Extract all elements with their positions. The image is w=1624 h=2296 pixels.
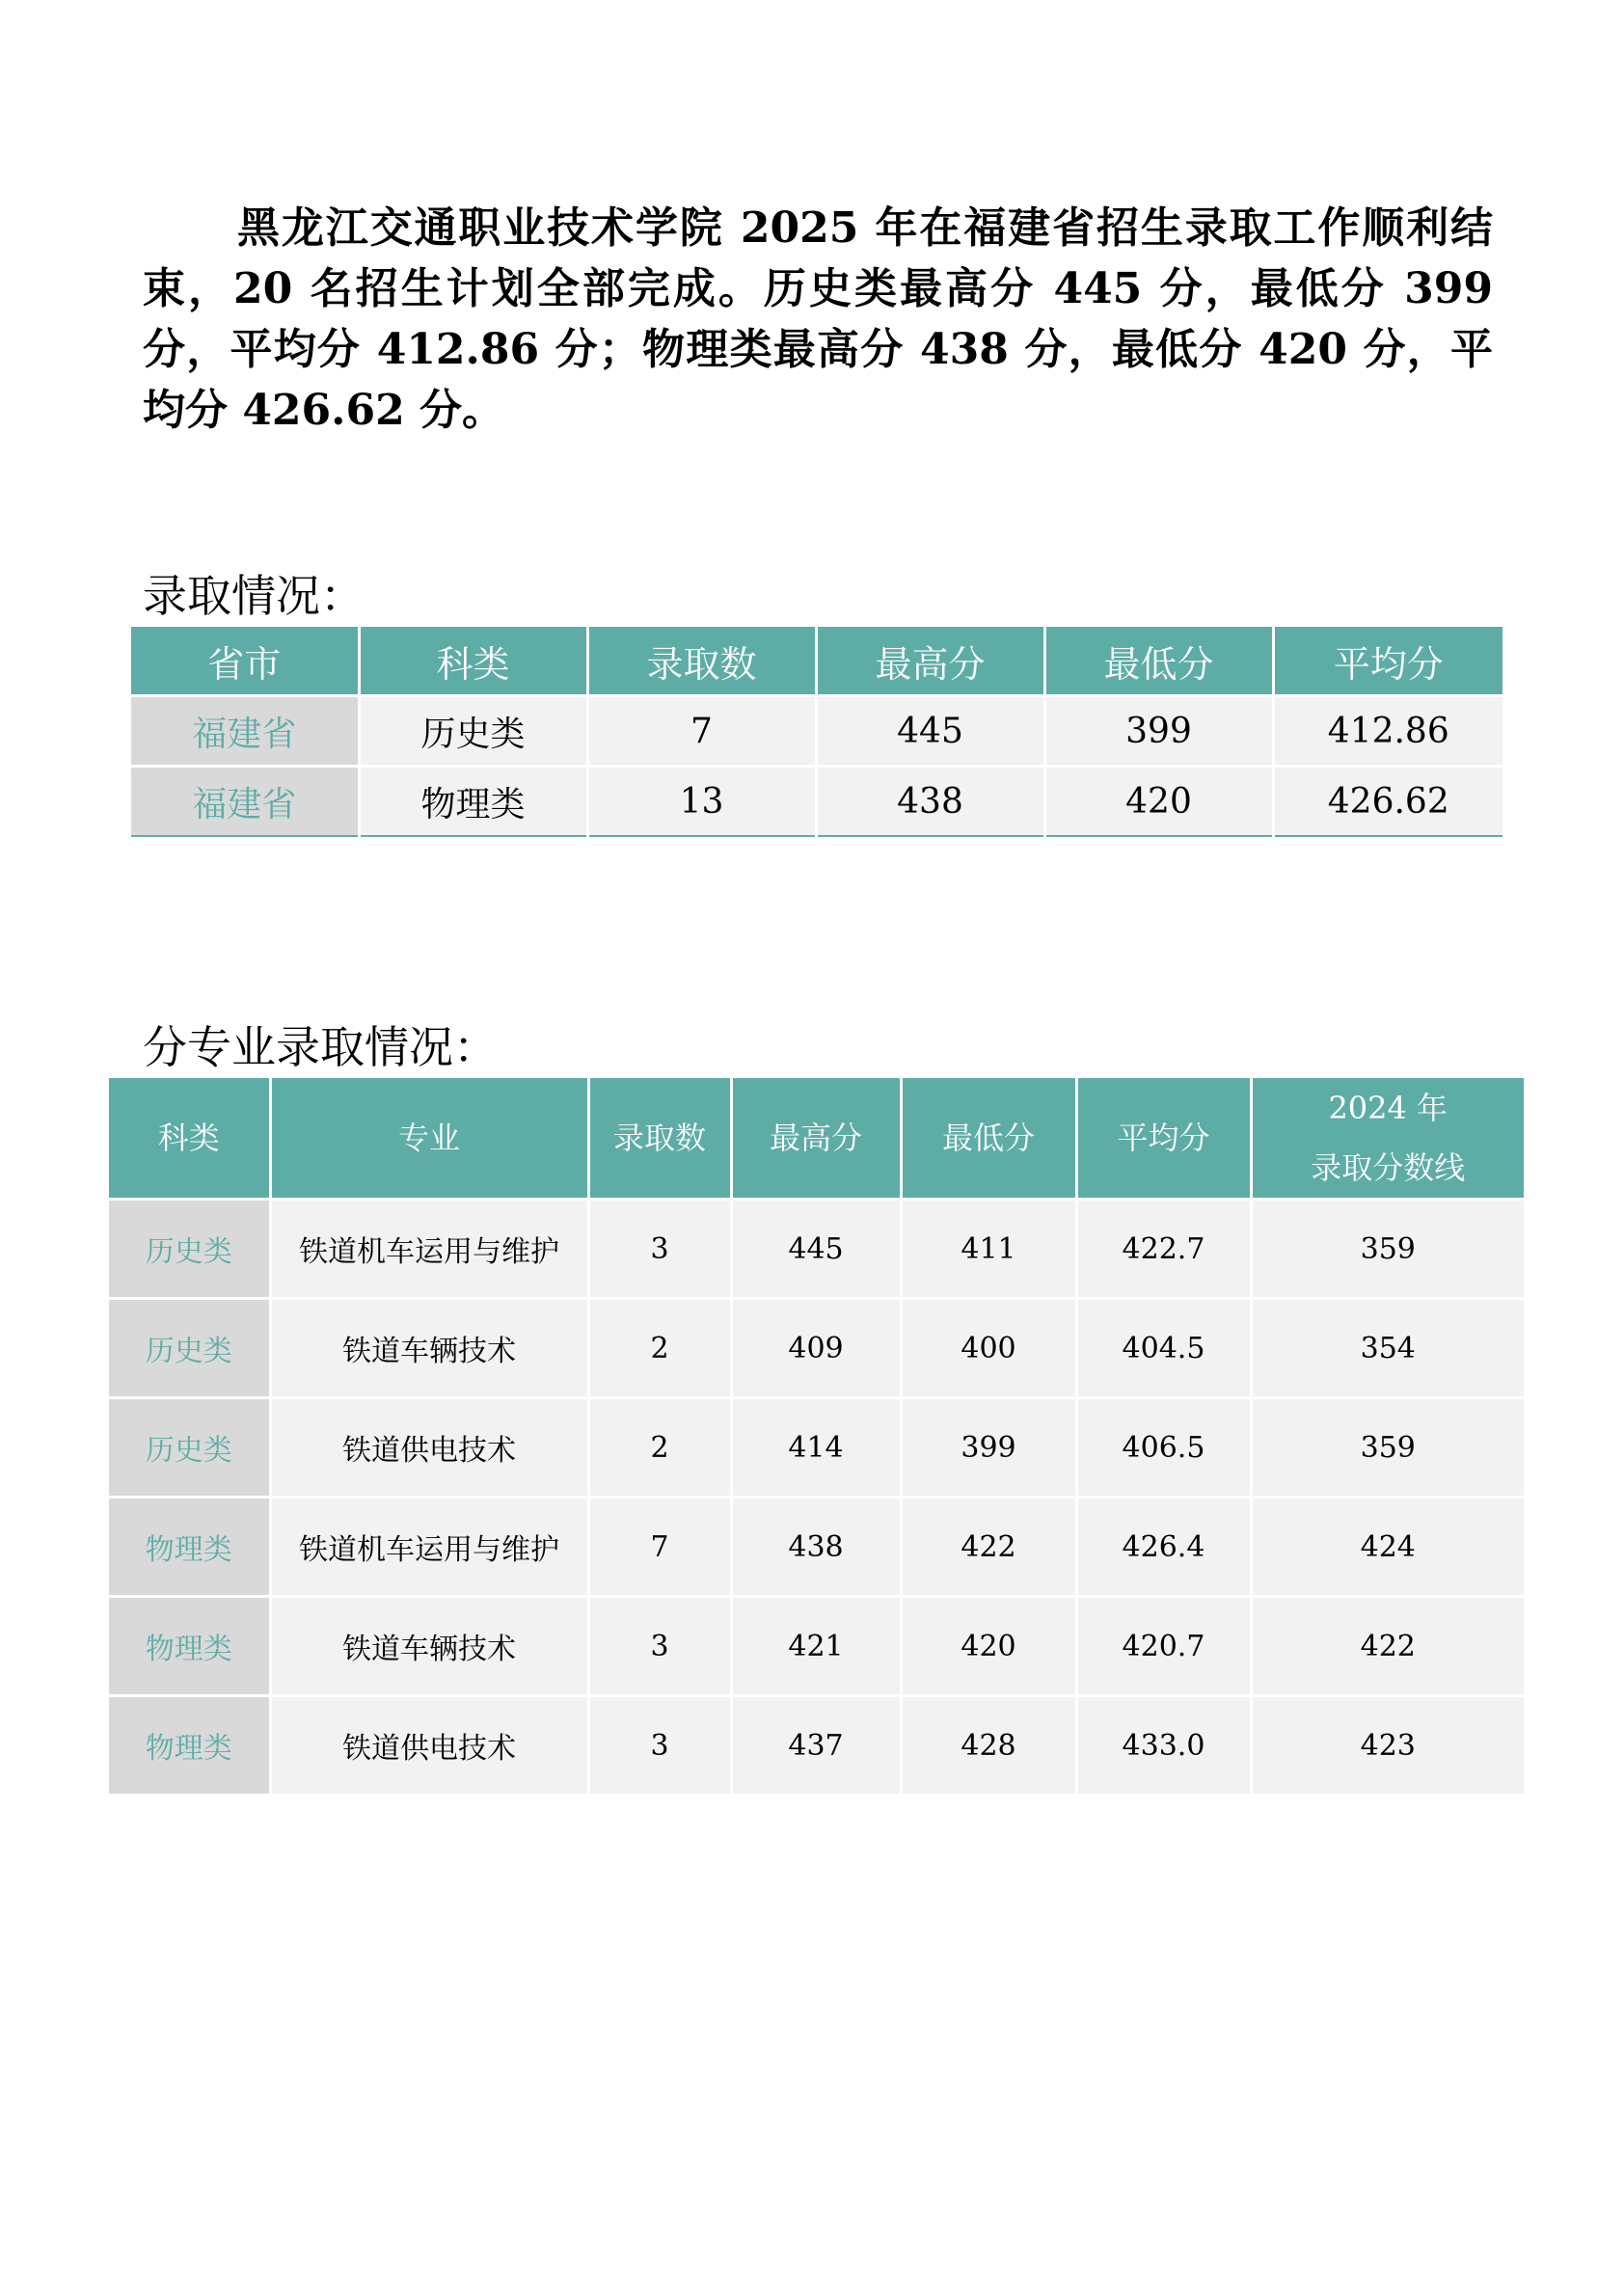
table-row	[109, 1299, 1524, 1398]
line-2024-cell: 423	[1251, 1696, 1524, 1795]
category-cell: 历史类	[109, 1398, 270, 1498]
summary-header-cell: 录取数	[587, 627, 816, 696]
table-row	[109, 1200, 1524, 1299]
summary-header-cell: 科类	[359, 627, 587, 696]
min-score-cell: 420	[1044, 767, 1273, 837]
majors-header-cell-2024-line	[1251, 1078, 1524, 1200]
major-cell: 铁道供电技术	[270, 1398, 588, 1498]
majors-header-cell: 科类	[109, 1078, 270, 1200]
summary-header-cell: 省市	[131, 627, 359, 696]
line-2024-cell: 422	[1251, 1597, 1524, 1696]
admitted-count-cell: 13	[587, 767, 816, 837]
line-2024-cell: 354	[1251, 1299, 1524, 1398]
majors-header-cell: 最高分	[731, 1078, 901, 1200]
admitted-count-cell: 2	[588, 1398, 731, 1498]
category-cell: 物理类	[109, 1696, 270, 1795]
max-score-cell: 438	[731, 1498, 901, 1597]
summary-header-cell: 最高分	[816, 627, 1044, 696]
majors-header-cell: 最低分	[901, 1078, 1076, 1200]
table-row	[109, 1398, 1524, 1498]
summary-table	[131, 627, 1502, 837]
majors-header-cell: 专业	[270, 1078, 588, 1200]
avg-score-cell: 426.4	[1076, 1498, 1251, 1597]
min-score-cell: 399	[901, 1398, 1076, 1498]
majors-header-row	[109, 1078, 1524, 1200]
intro-paragraph: 黑龙江交通职业技术学院 2025 年在福建省招生录取工作顺利结束，20 名招生计划全部完成。历史类最高分 445 分，最低分 399 分，平均分 412.86 分；物理类最高分 438 分，最低分 420 分，平均分 426.62 分。	[143, 203, 1493, 435]
min-score-cell: 411	[901, 1200, 1076, 1299]
avg-score-cell: 406.5	[1076, 1398, 1251, 1498]
table-row	[131, 767, 1502, 837]
table-row	[109, 1498, 1524, 1597]
summary-header-cell: 平均分	[1273, 627, 1502, 696]
table-row	[109, 1696, 1524, 1795]
min-score-cell: 400	[901, 1299, 1076, 1398]
line-2024-cell: 359	[1251, 1200, 1524, 1299]
table-row	[131, 696, 1502, 767]
major-cell: 铁道供电技术	[270, 1696, 588, 1795]
admitted-count-cell: 7	[587, 696, 816, 767]
major-cell: 铁道机车运用与维护	[270, 1200, 588, 1299]
province-cell: 福建省	[131, 696, 359, 767]
category-cell: 历史类	[109, 1200, 270, 1299]
category-cell: 物理类	[359, 767, 587, 837]
avg-score-cell: 426.62	[1273, 767, 1502, 837]
line-2024-cell: 424	[1251, 1498, 1524, 1597]
min-score-cell: 399	[1044, 696, 1273, 767]
avg-score-cell: 404.5	[1076, 1299, 1251, 1398]
admitted-count-cell: 3	[588, 1200, 731, 1299]
major-cell: 铁道机车运用与维护	[270, 1498, 588, 1597]
header-line-label: 录取分数线	[1311, 1149, 1466, 1186]
major-cell: 铁道车辆技术	[270, 1299, 588, 1398]
category-cell: 历史类	[359, 696, 587, 767]
avg-score-cell: 422.7	[1076, 1200, 1251, 1299]
max-score-cell: 445	[816, 696, 1044, 767]
max-score-cell: 438	[816, 767, 1044, 837]
avg-score-cell: 412.86	[1273, 696, 1502, 767]
min-score-cell: 420	[901, 1597, 1076, 1696]
majors-header-cell: 平均分	[1076, 1078, 1251, 1200]
majors-table	[109, 1078, 1524, 1794]
admitted-count-cell: 3	[588, 1597, 731, 1696]
category-cell: 物理类	[109, 1597, 270, 1696]
max-score-cell: 445	[731, 1200, 901, 1299]
max-score-cell: 409	[731, 1299, 901, 1398]
header-line-year: 2024 年	[1328, 1090, 1448, 1126]
summary-header-cell: 最低分	[1044, 627, 1273, 696]
table-row	[109, 1597, 1524, 1696]
admitted-count-cell: 3	[588, 1696, 731, 1795]
major-cell: 铁道车辆技术	[270, 1597, 588, 1696]
category-cell: 历史类	[109, 1299, 270, 1398]
min-score-cell: 422	[901, 1498, 1076, 1597]
majors-header-cell: 录取数	[588, 1078, 731, 1200]
admitted-count-cell: 7	[588, 1498, 731, 1597]
category-cell: 物理类	[109, 1498, 270, 1597]
province-cell: 福建省	[131, 767, 359, 837]
majors-heading: 分专业录取情况：	[143, 1021, 498, 1073]
avg-score-cell: 420.7	[1076, 1597, 1251, 1696]
max-score-cell: 421	[731, 1597, 901, 1696]
line-2024-cell: 359	[1251, 1398, 1524, 1498]
max-score-cell: 414	[731, 1398, 901, 1498]
min-score-cell: 428	[901, 1696, 1076, 1795]
summary-heading: 录取情况：	[143, 570, 365, 622]
admitted-count-cell: 2	[588, 1299, 731, 1398]
max-score-cell: 437	[731, 1696, 901, 1795]
avg-score-cell: 433.0	[1076, 1696, 1251, 1795]
summary-header-row	[131, 627, 1502, 696]
